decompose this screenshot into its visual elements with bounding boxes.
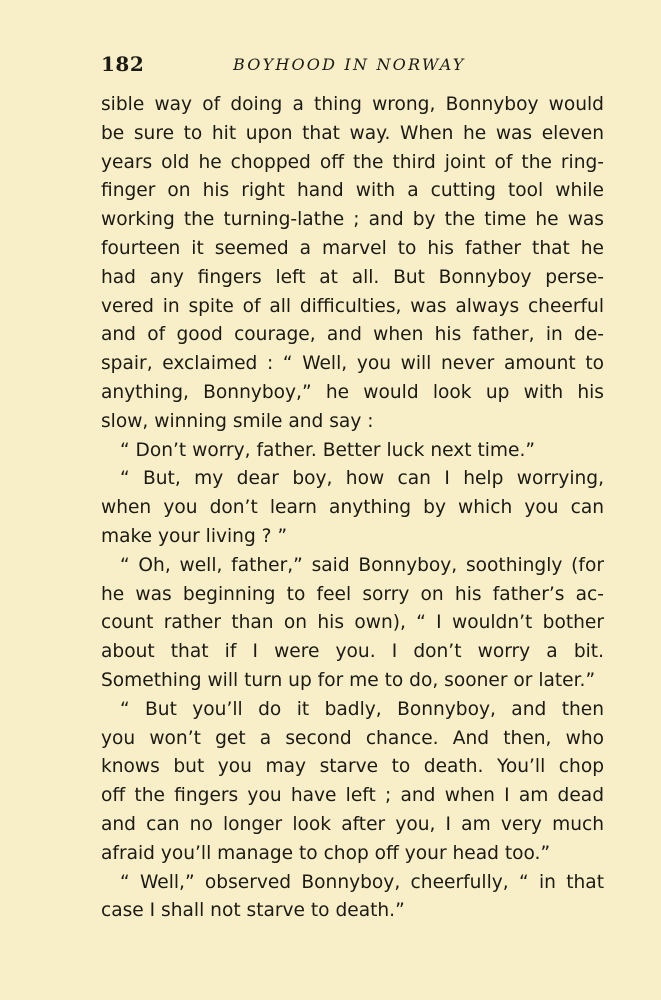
page-header (101, 52, 606, 80)
text-line: years old he chopped off the third joint of the ring- (101, 151, 604, 173)
text-line: be sure to hit upon that way. When he was eleven (101, 122, 604, 144)
text-line: had any fingers left at all. But Bonnyboy perse- (101, 266, 604, 288)
text-line: working the turning-lathe ; and by the time he was (101, 209, 604, 231)
text-line: anything, Bonnyboy,” he would look up with his (101, 381, 604, 403)
text-line: fourteen it seemed a marvel to his father that he (101, 237, 604, 259)
text-line: he was beginning to feel sorry on his father’s ac- (101, 583, 604, 605)
text-line: “ Well,” observed Bonnyboy, cheerfully, “ in that (120, 871, 604, 893)
text-line: count rather than on his own), “ I wouldn’t bother (101, 612, 604, 634)
text-line: “ But, my dear boy, how can I help worrying, (120, 468, 604, 490)
text-line: knows but you may starve to death. You’ll chop (101, 756, 604, 778)
text-line: about that if I were you. I don’t worry a bit. (101, 641, 604, 663)
text-line: vered in spite of all difficulties, was always cheerful (101, 295, 604, 317)
running-head: BOYHOOD IN NORWAY (233, 55, 466, 74)
text-line: finger on his right hand with a cutting tool while (101, 180, 604, 202)
text-line: “ But you’ll do it badly, Bonnyboy, and then (120, 698, 604, 720)
text-line: afraid you’ll manage to chop off your head too.” (101, 842, 551, 864)
text-line: and of good courage, and when his father, in de- (101, 324, 604, 346)
text-line: Something will turn up for me to do, sooner or later.” (101, 669, 596, 691)
text-line: “ Oh, well, father,” said Bonnyboy, soothingly (for (120, 554, 604, 576)
text-line: sible way of doing a thing wrong, Bonnyboy would (101, 94, 604, 115)
body-text (101, 91, 604, 926)
text-line: off the fingers you have left ; and when I am dead (101, 785, 604, 807)
text-line: case I shall not starve to death.” (101, 900, 405, 922)
page-number: 182 (101, 52, 145, 76)
text-line: when you don’t learn anything by which you can (101, 497, 604, 519)
text-line: and can no longer look after you, I am very much (101, 813, 604, 835)
text-line: spair, exclaimed : “ Well, you will never amount to (101, 353, 604, 375)
text-line: slow, winning smile and say : (101, 410, 374, 432)
text-line: you won’t get a second chance. And then, who (101, 727, 604, 749)
text-line: “ Don’t worry, father. Better luck next time.” (120, 439, 535, 461)
text-line: make your living ? ” (101, 525, 288, 547)
